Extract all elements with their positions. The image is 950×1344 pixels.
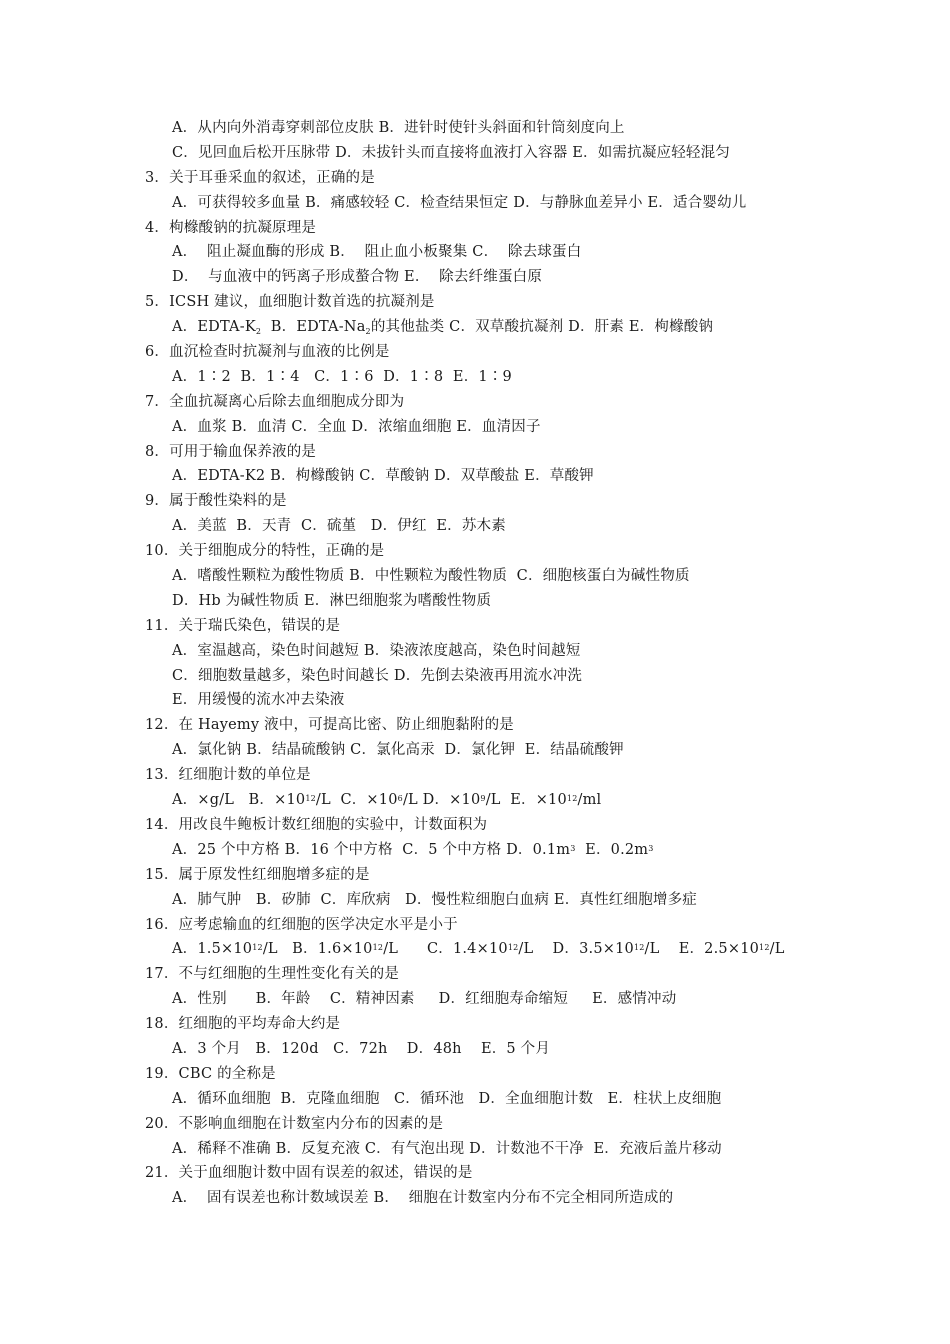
option-line: A．性别 B．年龄 C．精神因素 D．红细胞寿命缩短 E．感情冲动 [172, 991, 677, 1008]
option-line: A． 阻止凝血酶的形成 B． 阻止血小板聚集 C． 除去球蛋白 [172, 244, 582, 261]
question-line: 15．属于原发性红细胞增多症的是 [145, 866, 370, 883]
option-line: A．循环血细胞 B．克隆血细胞 C．循环池 D．全血细胞计数 E．柱状上皮细胞 [172, 1090, 722, 1107]
question-line: 10．关于细胞成分的特性，正确的是 [145, 543, 385, 560]
option-line: A．氯化钠 B．结晶硫酸钠 C．氯化高汞 D．氯化钾 E．结晶硫酸钾 [172, 742, 624, 759]
question-line: 21．关于血细胞计数中固有误差的叙述，错误的是 [145, 1165, 473, 1182]
option-line: A．$1.5\times 10^{12}/L$ B．$1.6\times 10^{12}/L$ C．$1.4\times 10^{12}/L$ D．$3.5\times 10^{12}/L$ E．$2.5\times 10^{12}/L$ [172, 941, 785, 958]
option-line: A．肺气肿 B．矽肺 C．库欣病 D．慢性粒细胞白血病 E．真性红细胞增多症 [172, 891, 698, 908]
option-line: C．见回血后松开压脉带 D．未拔针头而直接将血液打入容器 E．如需抗凝应轻轻混匀 [172, 144, 731, 161]
option-line: A．25 个中方格 B．16 个中方格 C．5 个中方格 D．$0.1m^3$ E．$0.2m^3$ [172, 841, 654, 858]
option-line: A．血浆 B．血清 C．全血 D．浓缩血细胞 E．血清因子 [172, 418, 541, 435]
question-line: 19．CBC 的全称是 [145, 1065, 276, 1082]
question-line: 3．关于耳垂采血的叙述，正确的是 [145, 169, 375, 186]
question-line: 18．红细胞的平均寿命大约是 [145, 1016, 341, 1033]
option-line: D． 与血液中的钙离子形成螯合物 E． 除去纤维蛋白原 [172, 269, 543, 286]
document-page [0, 116, 950, 1211]
question-line: 16．应考虑输血的红细胞的医学决定水平是小于 [145, 916, 458, 933]
option-line: A．×g/L B．$\times 10^{12}/L$ C．$\times 10^6/L$ D．$\times 10^9/L$ E．$\times 10^{12}/ml$ [172, 792, 602, 809]
question-line: 4．枸橼酸钠的抗凝原理是 [145, 219, 317, 236]
option-line: A．美蓝 B．天青 C．硫堇 D．伊红 E．苏木素 [172, 518, 506, 535]
option-line: A．EDTA-$K_2$ B．EDTA-$Na_2$的其他盐类 C．双草酸抗凝剂 D．肝素 E．枸橼酸钠 [172, 319, 714, 337]
question-line: 17．不与红细胞的生理性变化有关的是 [145, 966, 400, 983]
question-line: 6．血沉检查时抗凝剂与血液的比例是 [145, 344, 390, 361]
option-line: A．EDTA-K2 B．枸橼酸钠 C．草酸钠 D．双草酸盐 E．草酸钾 [172, 468, 594, 485]
option-line: A．1∶2 B．1∶4 C．1∶6 D．1∶8 E．1∶9 [172, 368, 512, 385]
question-line: 8．可用于输血保养液的是 [145, 443, 317, 460]
option-line: A．稀释不准确 B．反复充液 C．有气泡出现 D．计数池不干净 E．充液后盖片移动 [172, 1140, 722, 1157]
option-line: A．从内向外消毒穿刺部位皮肤 B．进针时使针头斜面和针筒刻度向上 [172, 120, 625, 136]
option-line: E．用缓慢的流水冲去染液 [172, 692, 345, 709]
question-line: 5．ICSH 建议，血细胞计数首选的抗凝剂是 [145, 294, 435, 311]
option-line: A． 固有误差也称计数域误差 B． 细胞在计数室内分布不完全相同所造成的 [172, 1190, 674, 1207]
question-line: 11．关于瑞氏染色，错误的是 [145, 617, 341, 634]
question-line: 20．不影响血细胞在计数室内分布的因素的是 [145, 1115, 444, 1132]
option-line: A．3 个月 B．120d C．72h D．48h E．5 个月 [172, 1040, 551, 1057]
question-line: 7．全血抗凝离心后除去血细胞成分即为 [145, 393, 405, 410]
option-line: A．可获得较多血量 B．痛感较轻 C．检查结果恒定 D．与静脉血差异小 E．适合婴幼儿 [172, 194, 747, 211]
option-line: D．Hb 为碱性物质 E．淋巴细胞浆为嗜酸性物质 [172, 592, 492, 609]
question-line: 13．红细胞计数的单位是 [145, 767, 311, 784]
question-line: 12．在 Hayemy 液中，可提高比密、防止细胞黏附的是 [145, 717, 514, 734]
option-line: A．室温越高，染色时间越短 B．染液浓度越高，染色时间越短 [172, 642, 581, 659]
question-line: 14．用改良牛鲍板计数红细胞的实验中，计数面积为 [145, 816, 488, 833]
option-line: A．嗜酸性颗粒为酸性物质 B．中性颗粒为酸性物质 C．细胞核蛋白为碱性物质 [172, 568, 690, 585]
question-line: 9．属于酸性染料的是 [145, 493, 287, 510]
option-line: C．细胞数量越多，染色时间越长 D．先倒去染液再用流水冲洗 [172, 667, 583, 684]
